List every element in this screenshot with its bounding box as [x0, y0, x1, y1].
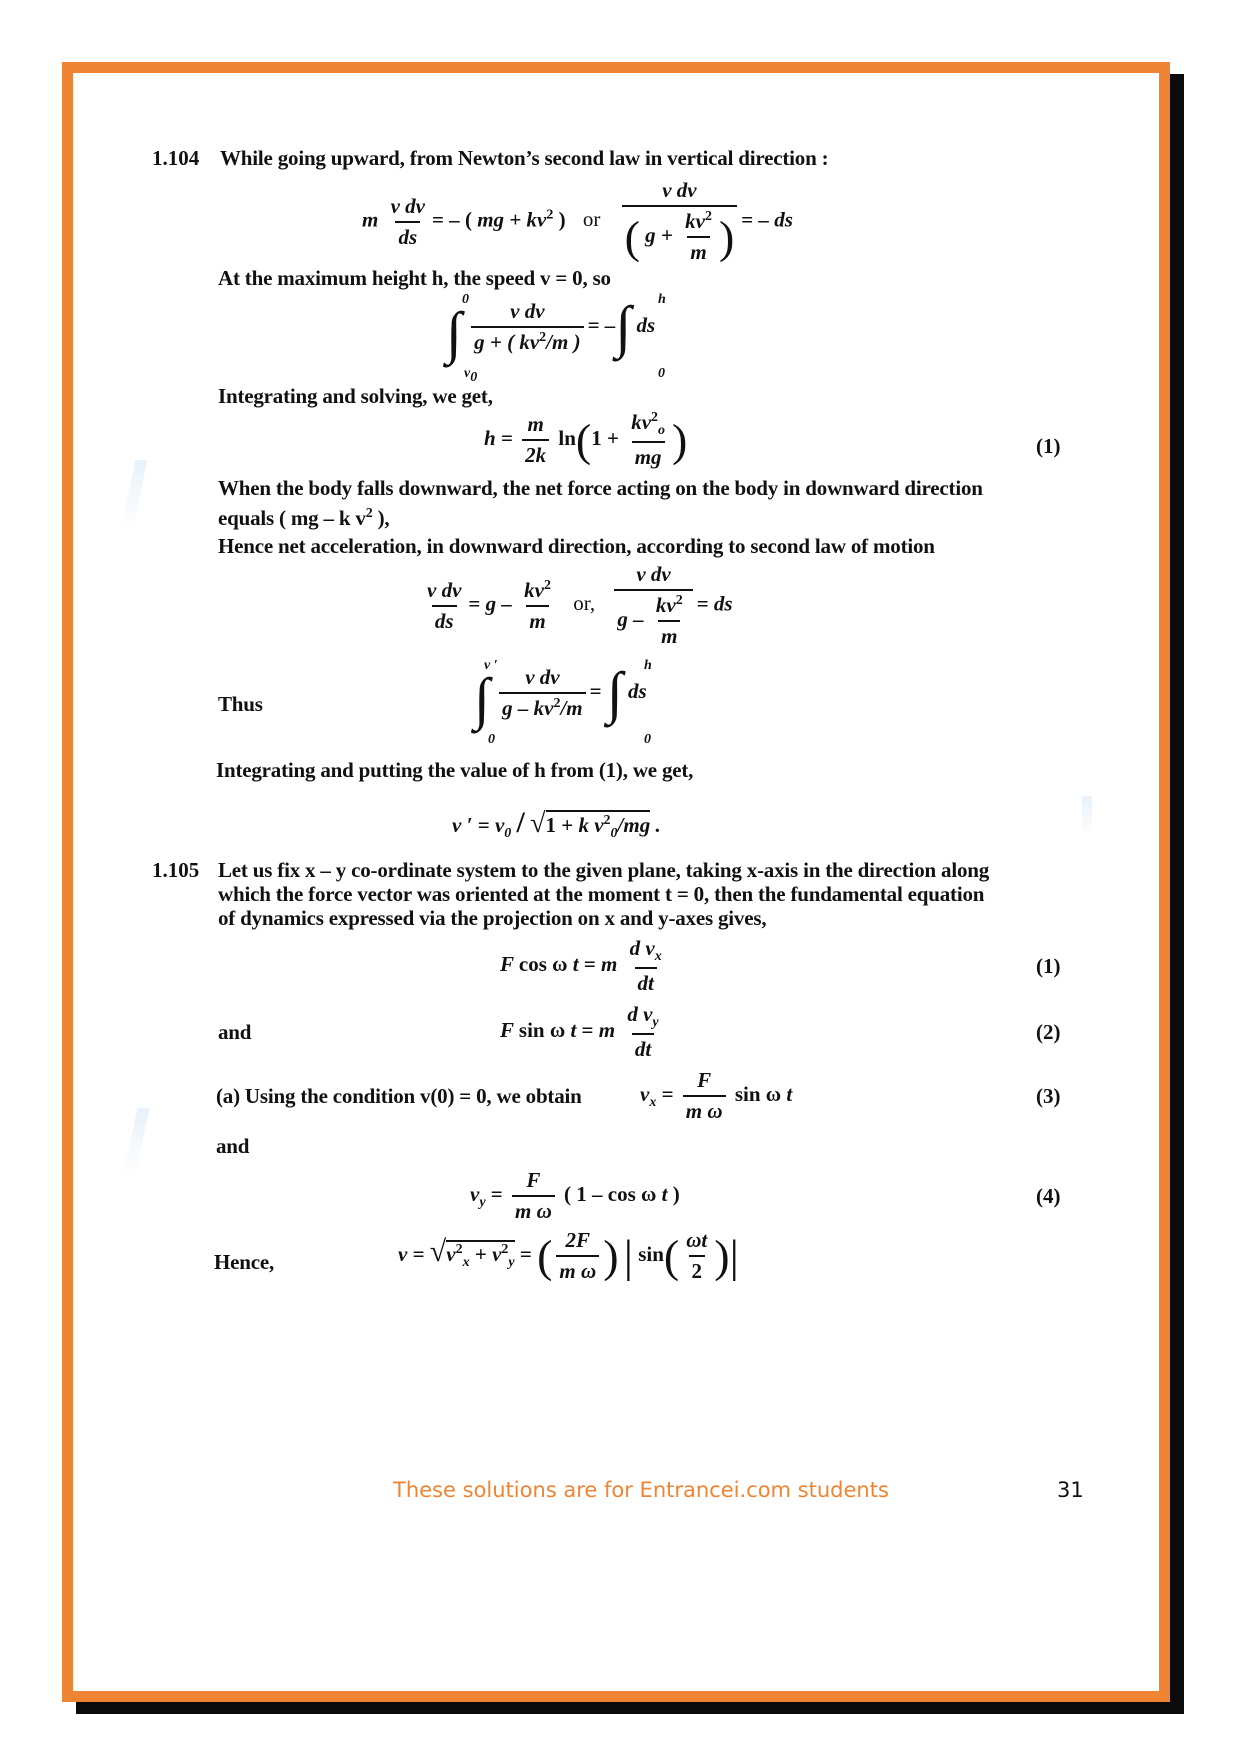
p105-eq4-number: (4) — [1036, 1184, 1061, 1208]
p105-equation-vx: $v_x$ = $\frac{F}{\text{m ω}}$ sin ω t — [640, 1068, 793, 1123]
p104-equation-height: h = $\frac{m}{2k}$ ln(1 + $\frac{kv^2_o}{mg}$ ) — [484, 410, 688, 470]
p104-equation-upward: m $\frac{\text{v dv}}{ds}$ = – ( mg + $kv^2$ ) or v dv ( g + $\frac{kv^2}{m}$ ) = – ds — [362, 178, 793, 264]
p105-line3: of dynamics expressed via the projection on x and y-axes gives, — [218, 906, 767, 930]
problem-number-104: 1.104 — [152, 146, 200, 170]
p104-falls: When the body falls downward, the net force acting on the body in downward direction — [218, 476, 983, 500]
p104-putting: Integrating and putting the value of h from (1), we get, — [216, 758, 694, 782]
decorative-mark — [1082, 796, 1092, 836]
p104-eq1-number: (1) — [1036, 434, 1061, 458]
p105-eq1-number: (1) — [1036, 954, 1061, 978]
p104-max-height: At the maximum height h, the speed v = 0, so — [218, 266, 611, 290]
p105-hence: Hence, — [214, 1250, 275, 1274]
p104-equals-end: ), — [377, 506, 390, 530]
footer-text: These solutions are for Entrancei.com students — [393, 1478, 889, 1502]
p105-eq2-number: (2) — [1036, 1020, 1061, 1044]
p104-integral-upward: 0 v0 ∫ $\frac{\text{v dv}}{g + ( kv^2/m )}$ = –∫ ds h 0 — [446, 292, 666, 385]
p104-equation-downward: $\frac{\text{v dv}}{ds}$ = g – $\frac{kv^2}{m}$ or, v dv g – $\frac{kv^2}{m}$ = ds — [427, 562, 733, 648]
p105-equation-y: F sin ω t = m $\frac{d v_y}{dt}$ — [500, 1002, 659, 1062]
p105-equation-vy: $v_y$ = $\frac{F}{\text{m ω}}$ ( 1 – cos ω t ) — [470, 1168, 680, 1223]
p104-integrating: Integrating and solving, we get, — [218, 384, 493, 408]
page-number: 31 — [1057, 1478, 1084, 1502]
p105-equation-x: F cos ω t = m $\frac{d v_x}{dt}$ — [500, 936, 662, 996]
p104-thus: Thus — [218, 692, 263, 716]
p105-eq3-number: (3) — [1036, 1084, 1061, 1108]
p105-using: (a) Using the condition v(0) = 0, we obtain — [216, 1084, 582, 1108]
p105-line1: Let us fix x – y co-ordinate system to the given plane, taking x-axis in the direction along — [218, 858, 990, 882]
p104-hence: Hence net acceleration, in downward direction, according to second law of motion — [218, 534, 935, 558]
p104-integral-downward: v ′ 0 ∫ $\frac{\text{v dv}}{g - kv^2/m}$ = ∫ ds h 0 — [474, 658, 652, 747]
p105-and1: and — [218, 1020, 252, 1044]
p104-equals-text: equals ( mg – k v — [218, 506, 366, 530]
p104-equals: equals ( mg – k $v^2$ ), — [218, 506, 390, 530]
p105-equation-speed: $v = √v^2_x + v^2_y$ = ( $\frac{2F}{\text{m ω}}$ ) | sin( $\frac{\omega t}{2}$ )| — [398, 1228, 739, 1283]
p104-intro: While going upward, from Newton’s second law in vertical direction : — [220, 146, 829, 170]
p104-final-velocity: v ′ = $v_0 / √1 + k$ $v^2_0/mg$ . — [452, 806, 661, 842]
problem-number-105: 1.105 — [152, 858, 200, 882]
p105-and2: and — [216, 1134, 250, 1158]
p105-line2: which the force vector was oriented at the moment t = 0, then the fundamental equation — [218, 882, 985, 906]
